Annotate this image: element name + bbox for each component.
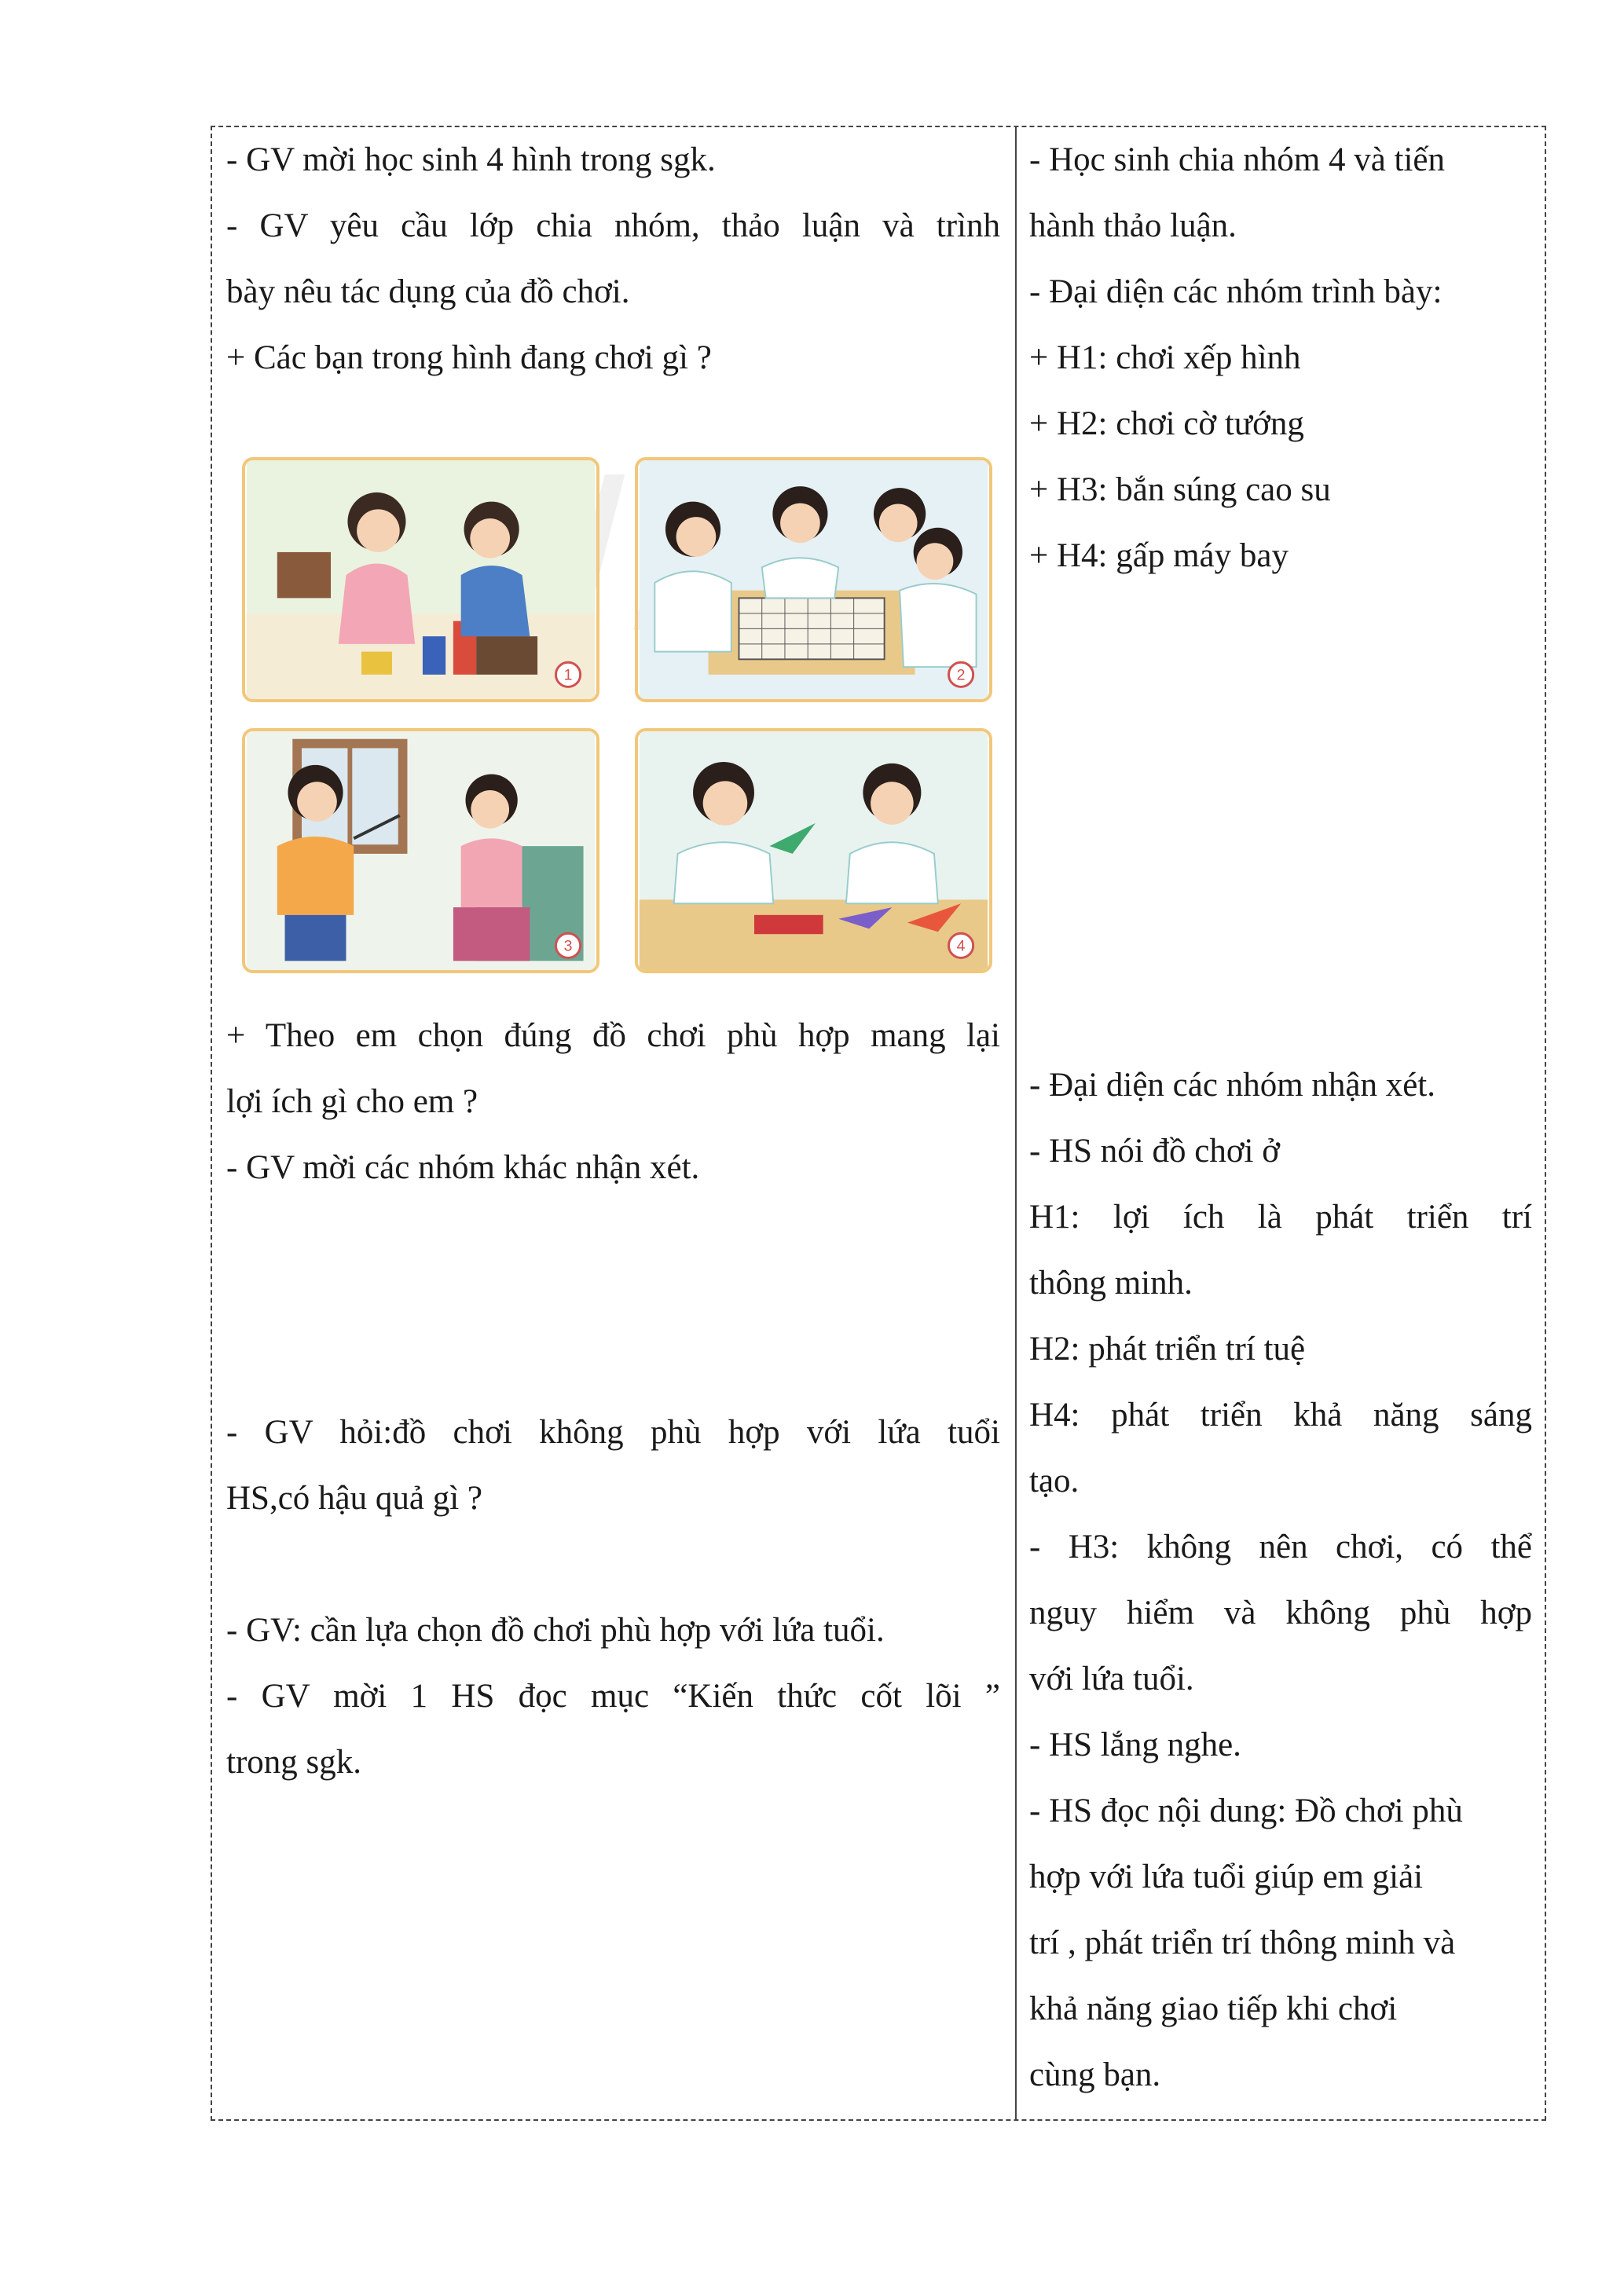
text-line: trí , phát triển trí thông minh và	[1029, 1924, 1456, 1961]
chess-game-picture	[638, 460, 989, 699]
text-line: - HS nói đồ chơi ở	[1029, 1133, 1280, 1170]
text-line: + H1: chơi xếp hình	[1029, 339, 1301, 376]
illustration-panel-4	[635, 728, 992, 973]
text-line: hợp với lứa tuổi giúp em giải	[1029, 1858, 1424, 1895]
column-divider	[1015, 127, 1017, 2119]
text-line: - GV mời học sinh 4 hình trong sgk.	[226, 141, 716, 178]
illustration-panel-2	[635, 457, 992, 702]
text-line: H4: phát triển khả năng sáng	[1029, 1397, 1532, 1434]
text-line: + Các bạn trong hình đang chơi gì ?	[226, 339, 712, 376]
text-line: trong sgk.	[226, 1744, 361, 1781]
text-line: - Học sinh chia nhóm 4 và tiến	[1029, 141, 1446, 178]
text-line: + H2: chơi cờ tướng	[1029, 405, 1304, 442]
text-line: thông minh.	[1029, 1265, 1193, 1302]
text-line: lợi ích gì cho em ?	[226, 1083, 478, 1120]
lesson-table	[211, 126, 1546, 2121]
text-line: - Đại diện các nhóm trình bày:	[1029, 273, 1443, 310]
slingshot-picture	[245, 731, 596, 970]
illustration-panel-1	[242, 457, 599, 702]
panel-number: 2	[956, 666, 966, 684]
text-line: - GV mời 1 HS đọc mục “Kiến thức cốt lõi ”	[226, 1678, 1000, 1715]
text-line: cùng bạn.	[1029, 2056, 1161, 2093]
text-line: H2: phát triển trí tuệ	[1029, 1331, 1306, 1368]
text-line: bày nêu tác dụng của đồ chơi.	[226, 273, 630, 310]
text-line: + Theo em chọn đúng đồ chơi phù hợp mang lại	[226, 1017, 1000, 1054]
text-line: HS,có hậu quả gì ?	[226, 1480, 483, 1517]
text-line: - H3: không nên chơi, có thể	[1029, 1529, 1532, 1565]
text-line: tạo.	[1029, 1463, 1080, 1500]
text-line: - HS đọc nội dung: Đồ chơi phù	[1029, 1792, 1463, 1829]
text-line: H1: lợi ích là phát triển trí	[1029, 1199, 1532, 1236]
text-line: khả năng giao tiếp khi chơi	[1029, 1990, 1398, 2027]
textbook-illustration	[242, 457, 992, 976]
text-line: - GV hỏi:đồ chơi không phù hợp với lứa tuổi	[226, 1414, 1000, 1451]
text-line: - GV yêu cầu lớp chia nhóm, thảo luận và trình	[226, 207, 1000, 244]
panel-number: 3	[563, 937, 573, 955]
text-line: - HS lắng nghe.	[1029, 1727, 1241, 1763]
text-line: nguy hiểm và không phù hợp	[1029, 1595, 1532, 1631]
illustration-panel-3	[242, 728, 599, 973]
text-line: với lứa tuổi.	[1029, 1661, 1194, 1697]
text-line: - GV mời các nhóm khác nhận xét.	[226, 1149, 700, 1186]
text-line: - Đại diện các nhóm nhận xét.	[1029, 1067, 1436, 1104]
text-line: - GV: cần lựa chọn đồ chơi phù hợp với lứa tuổi.	[226, 1612, 885, 1649]
text-line: hành thảo luận.	[1029, 207, 1237, 244]
text-line: + H3: bắn súng cao su	[1029, 471, 1331, 508]
panel-number: 4	[956, 937, 966, 955]
panel-number: 1	[563, 666, 573, 684]
building-blocks-picture	[245, 460, 596, 699]
text-line: + H4: gấp máy bay	[1029, 537, 1289, 574]
paper-plane-picture	[638, 731, 989, 970]
